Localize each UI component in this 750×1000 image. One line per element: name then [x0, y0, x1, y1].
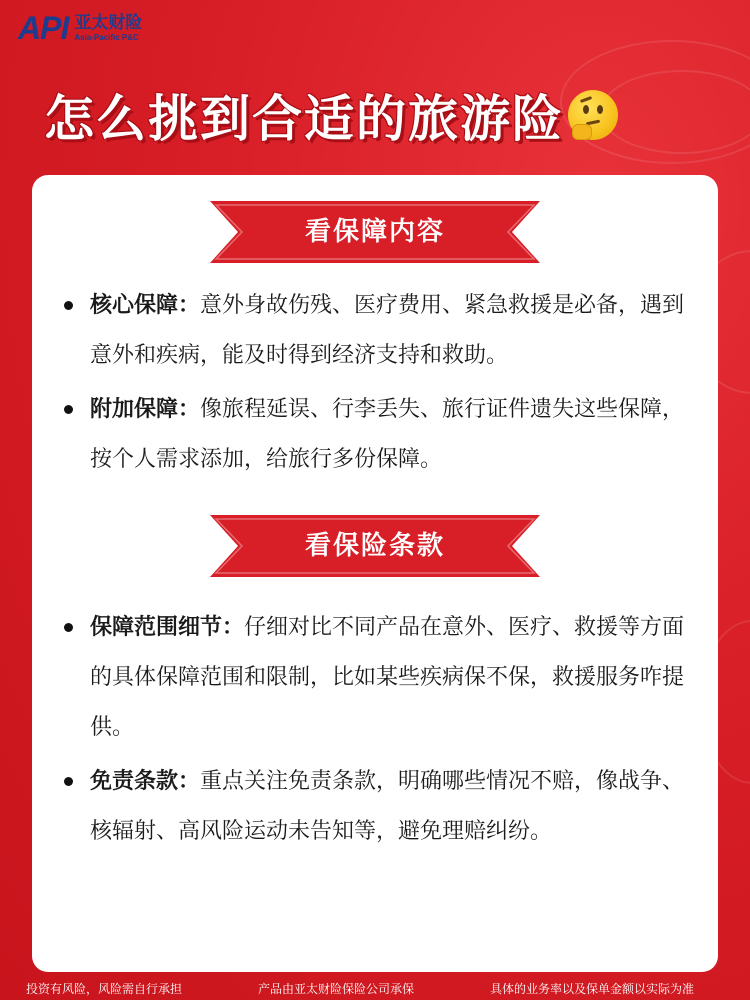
list-item — [90, 281, 696, 381]
section-heading: 看保险条款 — [304, 531, 445, 561]
bullet-icon — [64, 777, 73, 786]
item-label: 保障范围细节： — [90, 615, 245, 640]
item-text: 意外身故伤残、医疗费用、紧急救援是必备，遇到意外和疾病，能及时得到经济支持和救助。 — [90, 293, 685, 368]
footer-note: 产品由亚太财险保险公司承保 — [258, 982, 415, 996]
item-label: 附加保障： — [90, 397, 201, 422]
footer-note: 投资有风险，风险需自行承担 — [26, 982, 183, 996]
item-text: 重点关注免责条款，明确哪些情况不赔，像战争、核辐射、高风险运动未告知等，避免理赔纠纷。 — [90, 769, 685, 844]
thinking-face-icon — [568, 90, 618, 140]
page-title — [44, 80, 704, 150]
list-item — [90, 603, 696, 753]
bullet-icon — [64, 301, 73, 310]
footer-note: 具体的业务率以及保单金额以实际为准 — [490, 982, 695, 996]
logo-name-en: Asia-Pacific P&C — [74, 32, 139, 42]
item-text: 像旅程延误、行李丢失、旅行证件遗失这些保障，按个人需求添加，给旅行多份保障。 — [90, 397, 685, 472]
section-heading: 看保障内容 — [304, 217, 445, 247]
bullet-icon — [64, 405, 73, 414]
logo-mark: API — [18, 10, 69, 46]
disclaimer-footer — [0, 978, 750, 1000]
section-banner-terms — [210, 515, 540, 577]
list-item — [90, 757, 696, 857]
bullet-icon — [64, 623, 73, 632]
content-card — [32, 175, 718, 972]
page-title-text: 怎么挑到合适的旅游险 — [44, 90, 564, 148]
item-text: 仔细对比不同产品在意外、医疗、救援等方面的具体保障范围和限制，比如某些疾病保不保，救援服务咋提供。 — [90, 615, 685, 740]
list-item — [90, 385, 696, 485]
item-label: 免责条款： — [90, 769, 201, 794]
logo-name-cn: 亚太财险 — [74, 12, 143, 33]
brand-logo — [18, 12, 142, 44]
item-label: 核心保障： — [90, 293, 201, 318]
section-banner-coverage — [210, 201, 540, 263]
